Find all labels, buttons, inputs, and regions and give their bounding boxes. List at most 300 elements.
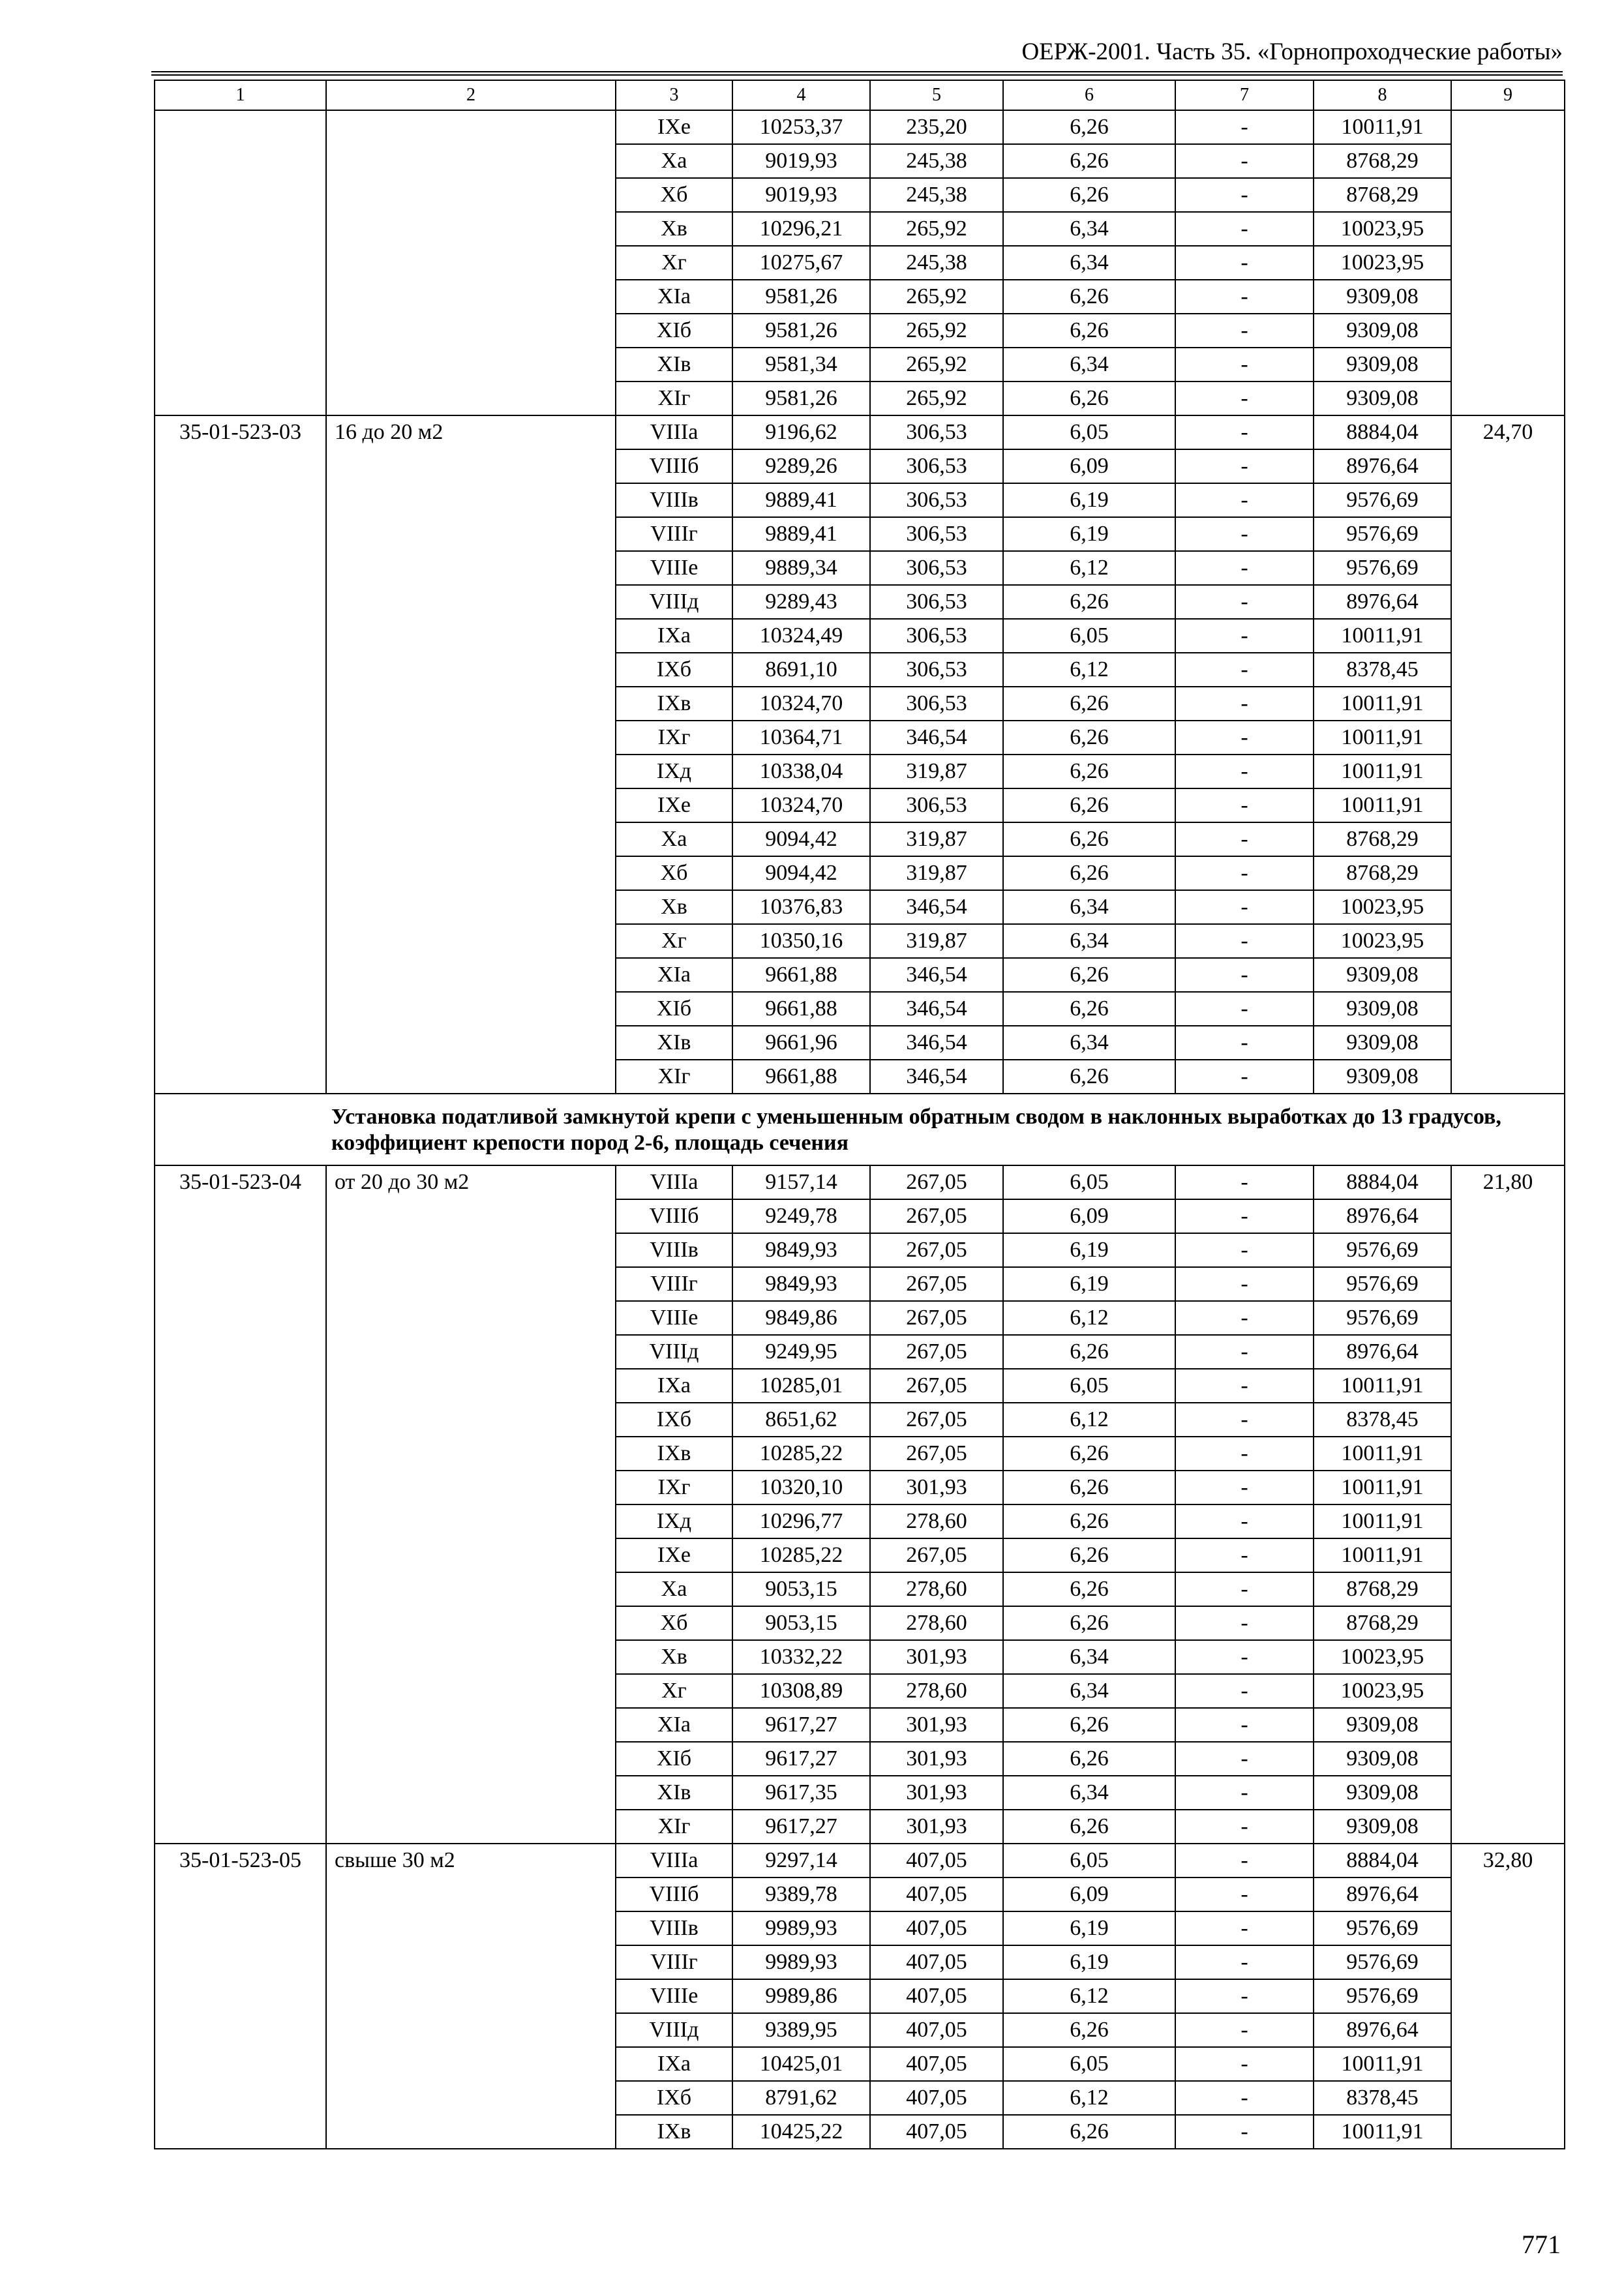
table-cell-col3: Xв: [616, 890, 732, 924]
table-cell-col7: -: [1175, 314, 1314, 348]
table-cell-col3: IXб: [616, 1403, 732, 1437]
table-cell-col5: 306,53: [870, 585, 1003, 619]
table-cell-col3: IXе: [616, 110, 732, 144]
table-cell-col4: 9196,62: [732, 415, 870, 449]
table-cell-col6: 6,34: [1003, 246, 1175, 280]
table-cell-col6: 6,05: [1003, 619, 1175, 653]
table-cell-col5: 407,05: [870, 1844, 1003, 1878]
rate-name: от 20 до 30 м2: [326, 1165, 616, 1844]
rate-col9: 21,80: [1451, 1165, 1565, 1844]
table-cell-col8: 10011,91: [1314, 1369, 1451, 1403]
table-cell-col5: 306,53: [870, 449, 1003, 483]
table-cell-col3: XIг: [616, 1060, 732, 1094]
table-cell-col5: 267,05: [870, 1165, 1003, 1199]
table-cell-col8: 10011,91: [1314, 110, 1451, 144]
table-cell-col4: 10324,70: [732, 788, 870, 822]
table-cell-col8: 9576,69: [1314, 1267, 1451, 1301]
table-cell-col3: XIб: [616, 314, 732, 348]
table-cell-col5: 407,05: [870, 2081, 1003, 2115]
rate-name: свыше 30 м2: [326, 1844, 616, 2149]
column-number: 1: [155, 80, 326, 110]
table-cell-col6: 6,12: [1003, 653, 1175, 687]
table-cell-col8: 9309,08: [1314, 992, 1451, 1026]
rate-name: 16 до 20 м2: [326, 415, 616, 1094]
table-cell-col5: 407,05: [870, 2115, 1003, 2149]
table-cell-col3: VIIIд: [616, 585, 732, 619]
table-cell-col7: -: [1175, 822, 1314, 856]
table-cell-col7: -: [1175, 788, 1314, 822]
table-cell-col5: 407,05: [870, 1878, 1003, 1911]
table-cell-col5: 301,93: [870, 1640, 1003, 1674]
table-cell-col3: VIIIб: [616, 1199, 732, 1233]
table-cell-col4: 9617,27: [732, 1708, 870, 1742]
table-cell-col3: XIв: [616, 1776, 732, 1810]
table-cell-col4: 9053,15: [732, 1606, 870, 1640]
table-cell-col3: IXд: [616, 1504, 732, 1538]
table-cell-col4: 9249,78: [732, 1199, 870, 1233]
section-title-spacer: [155, 1094, 326, 1165]
table-cell-col4: 9297,14: [732, 1844, 870, 1878]
table-cell-col6: 6,34: [1003, 1674, 1175, 1708]
table-cell-col5: 267,05: [870, 1233, 1003, 1267]
table-cell-col4: 9581,26: [732, 382, 870, 415]
table-cell-col6: 6,26: [1003, 1742, 1175, 1776]
table-cell-col5: 278,60: [870, 1572, 1003, 1606]
column-number: 9: [1451, 80, 1565, 110]
table-cell-col6: 6,34: [1003, 924, 1175, 958]
table-cell-col5: 278,60: [870, 1674, 1003, 1708]
table-cell-col6: 6,09: [1003, 1199, 1175, 1233]
table-cell-col4: 9889,41: [732, 483, 870, 517]
table-cell-col7: -: [1175, 144, 1314, 178]
page-number: 771: [1522, 2230, 1561, 2259]
header-rule-top: [151, 71, 1563, 72]
column-number: 8: [1314, 80, 1451, 110]
table-cell-col7: -: [1175, 348, 1314, 382]
table-cell-col8: 8768,29: [1314, 822, 1451, 856]
table-cell-col8: 9309,08: [1314, 1742, 1451, 1776]
table-cell-col7: -: [1175, 1674, 1314, 1708]
table-cell-col8: 9309,08: [1314, 1060, 1451, 1094]
table-cell-col8: 10023,95: [1314, 890, 1451, 924]
table-cell-col4: 9661,88: [732, 1060, 870, 1094]
table-row: [155, 1844, 1565, 1878]
table-cell-col3: IXв: [616, 1437, 732, 1471]
table-cell-col7: -: [1175, 2081, 1314, 2115]
table-cell-col4: 10332,22: [732, 1640, 870, 1674]
table-cell-col7: -: [1175, 1640, 1314, 1674]
table-cell-col8: 8976,64: [1314, 1199, 1451, 1233]
table-cell-col5: 267,05: [870, 1301, 1003, 1335]
table-cell-col4: 9989,86: [732, 1979, 870, 2013]
table-cell-col4: 8651,62: [732, 1403, 870, 1437]
table-cell-col4: 10338,04: [732, 755, 870, 788]
table-cell-col7: -: [1175, 1708, 1314, 1742]
table-cell-col3: XIв: [616, 348, 732, 382]
table-cell-col7: -: [1175, 1335, 1314, 1369]
table-cell-col6: 6,09: [1003, 449, 1175, 483]
table-cell-col4: 10285,22: [732, 1437, 870, 1471]
table-cell-col5: 278,60: [870, 1504, 1003, 1538]
table-cell-col4: 9617,35: [732, 1776, 870, 1810]
code-cell: [155, 110, 326, 415]
table-cell-col6: 6,34: [1003, 348, 1175, 382]
table-cell-col8: 8976,64: [1314, 449, 1451, 483]
page-header-title: ОЕРЖ-2001. Часть 35. «Горнопроходческие работы»: [1021, 38, 1563, 65]
table-cell-col5: 407,05: [870, 1979, 1003, 2013]
table-cell-col5: 306,53: [870, 653, 1003, 687]
table-cell-col6: 6,05: [1003, 1165, 1175, 1199]
table-cell-col6: 6,19: [1003, 1911, 1175, 1945]
table-cell-col4: 9889,41: [732, 517, 870, 551]
table-cell-col6: 6,26: [1003, 1572, 1175, 1606]
table-cell-col4: 9989,93: [732, 1945, 870, 1979]
table-cell-col5: 245,38: [870, 246, 1003, 280]
table-cell-col7: -: [1175, 2013, 1314, 2047]
table-cell-col5: 267,05: [870, 1267, 1003, 1301]
table-cell-col5: 265,92: [870, 382, 1003, 415]
column-number: 4: [732, 80, 870, 110]
column-number: 5: [870, 80, 1003, 110]
table-cell-col3: IXа: [616, 1369, 732, 1403]
table-cell-col5: 306,53: [870, 619, 1003, 653]
table-cell-col8: 10023,95: [1314, 212, 1451, 246]
table-cell-col7: -: [1175, 924, 1314, 958]
table-cell-col3: IXа: [616, 2047, 732, 2081]
table-cell-col6: 6,26: [1003, 2013, 1175, 2047]
table-cell-col5: 346,54: [870, 992, 1003, 1026]
table-cell-col7: -: [1175, 1301, 1314, 1335]
table-cell-col3: VIIIд: [616, 1335, 732, 1369]
table-cell-col4: 9889,34: [732, 551, 870, 585]
section-title: Установка податливой замкнутой крепи с уменьшенным обратным сводом в наклонных выработках до 13 градусов, коэффициент крепости пород 2-6, площадь сечения: [326, 1094, 1565, 1165]
table-cell-col6: 6,19: [1003, 1267, 1175, 1301]
table-cell-col5: 306,53: [870, 483, 1003, 517]
table-cell-col4: 9617,27: [732, 1810, 870, 1844]
table-cell-col6: 6,26: [1003, 687, 1175, 721]
table-cell-col5: 319,87: [870, 924, 1003, 958]
table-cell-col6: 6,26: [1003, 755, 1175, 788]
table-cell-col7: -: [1175, 1165, 1314, 1199]
table-cell-col4: 9661,88: [732, 992, 870, 1026]
table-cell-col4: 10425,22: [732, 2115, 870, 2149]
table-cell-col8: 8768,29: [1314, 1572, 1451, 1606]
table-cell-col7: -: [1175, 1742, 1314, 1776]
table-cell-col6: 6,05: [1003, 1844, 1175, 1878]
table-cell-col7: -: [1175, 1572, 1314, 1606]
table-cell-col3: VIIIа: [616, 1844, 732, 1878]
table-cell-col8: 9309,08: [1314, 314, 1451, 348]
table-cell-col5: 267,05: [870, 1335, 1003, 1369]
table-cell-col6: 6,26: [1003, 1606, 1175, 1640]
table-cell-col4: 9989,93: [732, 1911, 870, 1945]
table-cell-col6: 6,26: [1003, 1538, 1175, 1572]
table-cell-col3: XIв: [616, 1026, 732, 1060]
table-cell-col4: 10320,10: [732, 1471, 870, 1504]
table-cell-col7: -: [1175, 1504, 1314, 1538]
table-cell-col6: 6,09: [1003, 1878, 1175, 1911]
table-cell-col3: IXг: [616, 1471, 732, 1504]
table-cell-col7: -: [1175, 890, 1314, 924]
table-cell-col8: 9309,08: [1314, 280, 1451, 314]
table-cell-col6: 6,19: [1003, 1945, 1175, 1979]
table-cell-col7: -: [1175, 1403, 1314, 1437]
table-cell-col6: 6,26: [1003, 788, 1175, 822]
table-cell-col6: 6,26: [1003, 585, 1175, 619]
table-cell-col7: -: [1175, 1471, 1314, 1504]
table-cell-col7: -: [1175, 653, 1314, 687]
table-cell-col3: Xа: [616, 1572, 732, 1606]
table-cell-col7: -: [1175, 585, 1314, 619]
table-cell-col3: Xг: [616, 246, 732, 280]
table-cell-col5: 245,38: [870, 144, 1003, 178]
table-cell-col4: 9849,93: [732, 1233, 870, 1267]
table-cell-col6: 6,26: [1003, 280, 1175, 314]
table-cell-col8: 8378,45: [1314, 653, 1451, 687]
table-cell-col4: 9094,42: [732, 856, 870, 890]
table-cell-col6: 6,34: [1003, 1640, 1175, 1674]
table-cell-col7: -: [1175, 517, 1314, 551]
table-cell-col3: Xб: [616, 178, 732, 212]
table-cell-col3: IXг: [616, 721, 732, 755]
table-cell-col5: 306,53: [870, 687, 1003, 721]
table-cell-col4: 10308,89: [732, 1674, 870, 1708]
table-cell-col3: XIа: [616, 1708, 732, 1742]
table-cell-col4: 9661,88: [732, 958, 870, 992]
table-cell-col4: 9849,93: [732, 1267, 870, 1301]
table-cell-col4: 9617,27: [732, 1742, 870, 1776]
table-cell-col5: 235,20: [870, 110, 1003, 144]
table-cell-col6: 6,26: [1003, 1335, 1175, 1369]
table-cell-col8: 8884,04: [1314, 1165, 1451, 1199]
table-cell-col3: IXд: [616, 755, 732, 788]
table-cell-col4: 9581,34: [732, 348, 870, 382]
table-cell-col6: 6,26: [1003, 382, 1175, 415]
table-cell-col8: 8976,64: [1314, 2013, 1451, 2047]
table-cell-col5: 265,92: [870, 314, 1003, 348]
table-cell-col8: 10023,95: [1314, 1674, 1451, 1708]
table-cell-col8: 9309,08: [1314, 382, 1451, 415]
table-cell-col6: 6,12: [1003, 1979, 1175, 2013]
table-cell-col7: -: [1175, 1437, 1314, 1471]
table-cell-col3: XIг: [616, 382, 732, 415]
table-cell-col3: Xг: [616, 924, 732, 958]
table-cell-col3: XIб: [616, 1742, 732, 1776]
table-cell-col8: 9309,08: [1314, 1708, 1451, 1742]
table-cell-col3: VIIIг: [616, 517, 732, 551]
table-cell-col7: -: [1175, 958, 1314, 992]
table-cell-col3: VIIIг: [616, 1945, 732, 1979]
table-cell-col8: 8884,04: [1314, 1844, 1451, 1878]
table-cell-col3: VIIIд: [616, 2013, 732, 2047]
table-cell-col5: 265,92: [870, 348, 1003, 382]
table-row: [155, 1165, 1565, 1199]
table-cell-col5: 301,93: [870, 1708, 1003, 1742]
table-cell-col5: 346,54: [870, 890, 1003, 924]
table-cell-col7: -: [1175, 721, 1314, 755]
table-cell-col3: IXе: [616, 788, 732, 822]
table-cell-col8: 9576,69: [1314, 1233, 1451, 1267]
table-cell-col5: 346,54: [870, 958, 1003, 992]
table-cell-col6: 6,34: [1003, 212, 1175, 246]
table-cell-col4: 9389,78: [732, 1878, 870, 1911]
table-cell-col5: 306,53: [870, 788, 1003, 822]
table-cell-col8: 8378,45: [1314, 1403, 1451, 1437]
table-cell-col4: 8791,62: [732, 2081, 870, 2115]
table-cell-col8: 9576,69: [1314, 1911, 1451, 1945]
table-cell-col6: 6,26: [1003, 144, 1175, 178]
rates-table: [154, 80, 1565, 2149]
table-cell-col8: 8768,29: [1314, 144, 1451, 178]
table-cell-col3: IXб: [616, 2081, 732, 2115]
table-cell-col7: -: [1175, 415, 1314, 449]
table-cell-col3: VIIIв: [616, 1233, 732, 1267]
table-row: [155, 110, 1565, 144]
table-cell-col8: 10011,91: [1314, 1471, 1451, 1504]
table-cell-col5: 319,87: [870, 755, 1003, 788]
table-cell-col7: -: [1175, 2115, 1314, 2149]
table-cell-col6: 6,12: [1003, 1301, 1175, 1335]
table-cell-col3: Xа: [616, 144, 732, 178]
table-cell-col4: 9849,86: [732, 1301, 870, 1335]
table-cell-col6: 6,12: [1003, 2081, 1175, 2115]
table-cell-col8: 9576,69: [1314, 1301, 1451, 1335]
table-cell-col3: VIIIе: [616, 1301, 732, 1335]
table-cell-col7: -: [1175, 1606, 1314, 1640]
table-cell-col8: 10023,95: [1314, 1640, 1451, 1674]
table-cell-col5: 301,93: [870, 1471, 1003, 1504]
table-cell-col6: 6,34: [1003, 1026, 1175, 1060]
table-cell-col8: 10023,95: [1314, 924, 1451, 958]
table-cell-col8: 8768,29: [1314, 856, 1451, 890]
table-cell-col3: VIIIе: [616, 1979, 732, 2013]
table-cell-col4: 10324,70: [732, 687, 870, 721]
table-cell-col6: 6,26: [1003, 856, 1175, 890]
table-cell-col7: -: [1175, 1979, 1314, 2013]
table-cell-col4: 9289,43: [732, 585, 870, 619]
table-cell-col7: -: [1175, 551, 1314, 585]
table-cell-col5: 278,60: [870, 1606, 1003, 1640]
table-cell-col8: 9309,08: [1314, 1810, 1451, 1844]
table-cell-col4: 9661,96: [732, 1026, 870, 1060]
column-number: 2: [326, 80, 616, 110]
table-cell-col7: -: [1175, 619, 1314, 653]
table-cell-col5: 319,87: [870, 856, 1003, 890]
table-cell-col6: 6,26: [1003, 1810, 1175, 1844]
table-cell-col6: 6,26: [1003, 992, 1175, 1026]
table-cell-col4: 10275,67: [732, 246, 870, 280]
table-cell-col3: Xа: [616, 822, 732, 856]
table-cell-col3: VIIIб: [616, 449, 732, 483]
table-cell-col3: IXв: [616, 2115, 732, 2149]
table-cell-col8: 10011,91: [1314, 1437, 1451, 1471]
table-cell-col7: -: [1175, 755, 1314, 788]
table-cell-col8: 10011,91: [1314, 2047, 1451, 2081]
table-cell-col3: Xб: [616, 1606, 732, 1640]
table-cell-col6: 6,34: [1003, 890, 1175, 924]
table-cell-col4: 10376,83: [732, 890, 870, 924]
table-cell-col8: 9576,69: [1314, 517, 1451, 551]
table-cell-col7: -: [1175, 1776, 1314, 1810]
table-cell-col7: -: [1175, 1060, 1314, 1094]
table-cell-col4: 9581,26: [732, 314, 870, 348]
table-cell-col5: 267,05: [870, 1199, 1003, 1233]
table-cell-col7: -: [1175, 992, 1314, 1026]
table-cell-col7: -: [1175, 1369, 1314, 1403]
table-cell-col6: 6,26: [1003, 1060, 1175, 1094]
table-cell-col8: 8768,29: [1314, 178, 1451, 212]
table-cell-col7: -: [1175, 1538, 1314, 1572]
rate-code: 35-01-523-05: [155, 1844, 326, 2149]
table-cell-col6: 6,26: [1003, 178, 1175, 212]
table-cell-col5: 306,53: [870, 517, 1003, 551]
table-cell-col5: 267,05: [870, 1369, 1003, 1403]
table-cell-col4: 9389,95: [732, 2013, 870, 2047]
table-cell-col4: 10296,21: [732, 212, 870, 246]
table-cell-col7: -: [1175, 2047, 1314, 2081]
table-cell-col7: -: [1175, 1911, 1314, 1945]
table-cell-col8: 9309,08: [1314, 348, 1451, 382]
table-cell-col8: 8378,45: [1314, 2081, 1451, 2115]
table-cell-col3: IXа: [616, 619, 732, 653]
table-cell-col8: 9576,69: [1314, 1979, 1451, 2013]
table-cell-col3: VIIIа: [616, 415, 732, 449]
table-cell-col3: VIIIа: [616, 1165, 732, 1199]
table-cell-col6: 6,26: [1003, 110, 1175, 144]
table-cell-col5: 407,05: [870, 1911, 1003, 1945]
table-cell-col8: 9309,08: [1314, 1776, 1451, 1810]
table-cell-col3: VIIIе: [616, 551, 732, 585]
table-cell-col4: 8691,10: [732, 653, 870, 687]
table-cell-col5: 301,93: [870, 1776, 1003, 1810]
table-row: [155, 415, 1565, 449]
table-cell-col3: VIIIв: [616, 1911, 732, 1945]
table-cell-col6: 6,26: [1003, 1471, 1175, 1504]
table-cell-col5: 346,54: [870, 1026, 1003, 1060]
table-cell-col8: 9576,69: [1314, 551, 1451, 585]
table-cell-col4: 9094,42: [732, 822, 870, 856]
table-cell-col5: 306,53: [870, 551, 1003, 585]
table-cell-col7: -: [1175, 1267, 1314, 1301]
section-title-row: [155, 1094, 1565, 1165]
table-cell-col8: 8768,29: [1314, 1606, 1451, 1640]
header-rule-bottom: [151, 74, 1563, 76]
table-cell-col3: XIа: [616, 958, 732, 992]
table-cell-col7: -: [1175, 1026, 1314, 1060]
table-cell-col7: -: [1175, 687, 1314, 721]
table-cell-col3: Xв: [616, 212, 732, 246]
table-cell-col4: 10364,71: [732, 721, 870, 755]
table-cell-col7: -: [1175, 449, 1314, 483]
table-cell-col8: 10011,91: [1314, 1504, 1451, 1538]
table-cell-col5: 407,05: [870, 2047, 1003, 2081]
name-cell: [326, 110, 616, 415]
table-cell-col4: 10285,01: [732, 1369, 870, 1403]
table-cell-col4: 10425,01: [732, 2047, 870, 2081]
table-cell-col4: 9289,26: [732, 449, 870, 483]
table-cell-col8: 8976,64: [1314, 1335, 1451, 1369]
table-cell-col5: 265,92: [870, 280, 1003, 314]
table-cell-col7: -: [1175, 1233, 1314, 1267]
table-cell-col7: -: [1175, 1810, 1314, 1844]
table-cell-col8: 8976,64: [1314, 585, 1451, 619]
column-number: 7: [1175, 80, 1314, 110]
table-cell-col6: 6,05: [1003, 1369, 1175, 1403]
table-cell-col7: -: [1175, 110, 1314, 144]
table-cell-col3: Xг: [616, 1674, 732, 1708]
table-cell-col5: 346,54: [870, 1060, 1003, 1094]
table-cell-col5: 245,38: [870, 178, 1003, 212]
